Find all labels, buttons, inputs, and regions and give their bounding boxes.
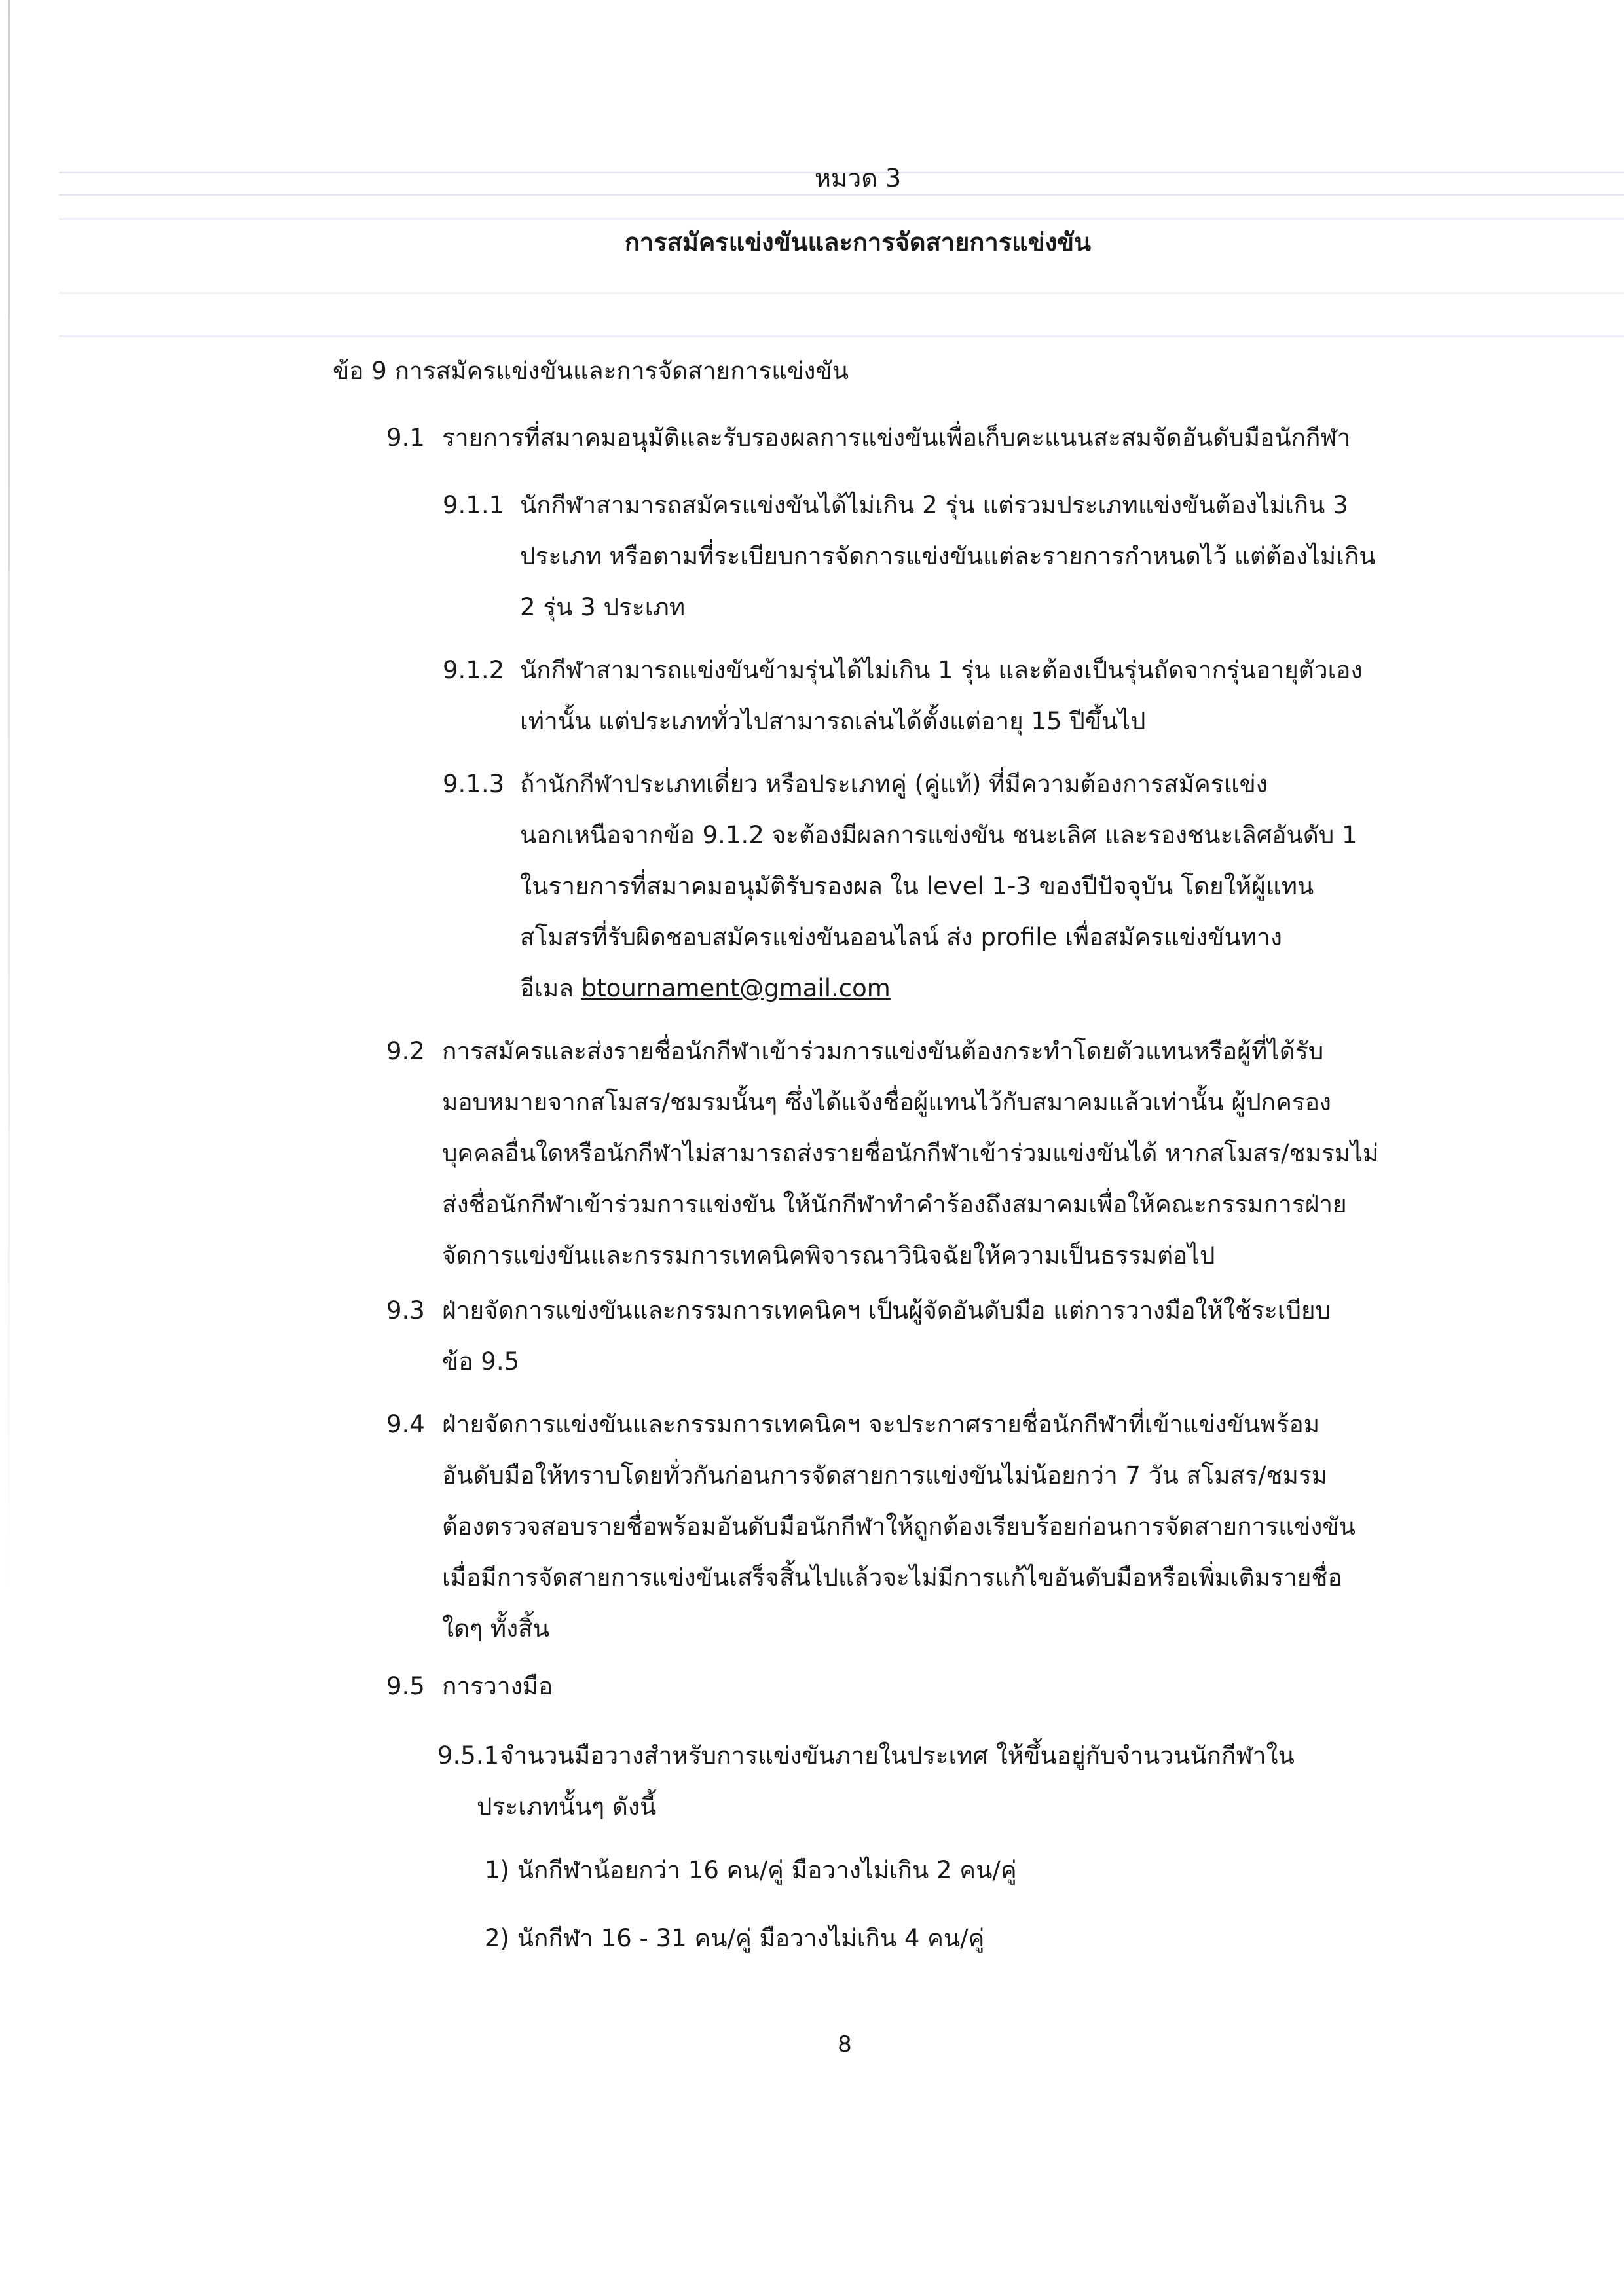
section-line: นอกเหนือจากข้อ 9.1.2 จะต้องมีผลการแข่งขัน ชนะเลิศ และรองชนะเลิศอันดับ 1	[520, 821, 1357, 849]
email-line	[520, 963, 1357, 1014]
section-line: 2 รุ่น 3 ประเภท	[520, 593, 686, 621]
page-number: 8	[838, 2032, 852, 2058]
section-9-5-1	[437, 1730, 1480, 1834]
chapter-heading: หมวด 3	[814, 164, 902, 192]
article-heading: ข้อ 9 การสมัครแข่งขันและการจัดสายการแข่งขัน	[333, 357, 849, 385]
section-line: ต้องตรวจสอบรายชื่อพร้อมอันดับมือนักกีฬาให้ถูกต้องเรียบร้อยก่อนการจัดสายการแข่งขัน	[442, 1512, 1356, 1540]
section-line: จำนวนมือวางสำหรับการแข่งขันภายในประเทศ ให้ขึ้นอยู่กับจำนวนนักกีฬาใน	[500, 1741, 1295, 1770]
section-number: 9.5	[386, 1672, 425, 1700]
section-number: 9.2	[386, 1037, 425, 1065]
section-line: ฝ่ายจัดการแข่งขันและกรรมการเทคนิคฯ จะประกาศรายชื่อนักกีฬาที่เข้าแข่งขันพร้อม	[442, 1410, 1320, 1438]
scan-artifact-line	[59, 292, 1624, 294]
section-line: ประเภท หรือตามที่ระเบียบการจัดการแข่งขันแต่ละรายการกำหนดไว้ แต่ต้องไม่เกิน	[520, 542, 1376, 570]
section-line: มอบหมายจากสโมสร/ชมรมนั้นๆ ซึ่งได้แจ้งชื่อผู้แทนไว้กับสมาคมแล้วเท่านั้น ผู้ปกครอง	[442, 1088, 1331, 1116]
section-line: ถ้านักกีฬาประเภทเดี่ยว หรือประเภทคู่ (คู่แท้) ที่มีความต้องการสมัครแข่ง	[520, 770, 1268, 798]
section-number: 9.1	[386, 424, 425, 452]
section-9-3	[386, 1285, 1480, 1389]
scan-artifact-line	[59, 218, 1624, 220]
section-line: เมื่อมีการจัดสายการแข่งขันเสร็จสิ้นไปแล้วจะไม่มีการแก้ไขอันดับมือหรือเพิ่มเติมรายชื่อ	[442, 1563, 1342, 1592]
scan-artifact-line	[59, 335, 1624, 337]
section-line: ข้อ 9.5	[442, 1347, 520, 1376]
section-9-2	[386, 1026, 1480, 1283]
email-prefix: อีเมล	[520, 974, 581, 1002]
section-line: จัดการแข่งขันและกรรมการเทคนิคพิจารณาวินิจฉัยให้ความเป็นธรรมต่อไป	[442, 1241, 1215, 1269]
section-line: เท่านั้น แต่ประเภททั่วไปสามารถเล่นได้ตั้งแต่อายุ 15 ปีขึ้นไป	[520, 707, 1146, 735]
section-number: 9.4	[386, 1410, 425, 1438]
section-line: ใดๆ ทั้งสิ้น	[442, 1614, 550, 1643]
email-link[interactable]: btournament@gmail.com	[581, 974, 891, 1002]
seed-list-item: 2) นักกีฬา 16 - 31 คน/คู่ มือวางไม่เกิน 4 คน/คู่	[485, 1924, 985, 1952]
section-number: 9.5.1	[437, 1741, 500, 1770]
section-9-1-1	[443, 480, 1480, 634]
section-line: การสมัครและส่งรายชื่อนักกีฬาเข้าร่วมการแข่งขันต้องกระทำโดยตัวแทนหรือผู้ที่ได้รับ	[442, 1037, 1324, 1065]
section-line: ส่งชื่อนักกีฬาเข้าร่วมการแข่งขัน ให้นักกีฬาทำคำร้องถึงสมาคมเพื่อให้คณะกรรมการฝ่าย	[442, 1190, 1347, 1218]
section-line: ฝ่ายจัดการแข่งขันและกรรมการเทคนิคฯ เป็นผู้จัดอันดับมือ แต่การวางมือให้ใช้ระเบียบ	[442, 1296, 1331, 1324]
section-number: 9.1.3	[443, 770, 505, 798]
section-line: ประเภทนั้นๆ ดังนี้	[477, 1793, 657, 1821]
seed-list-item: 1) นักกีฬาน้อยกว่า 16 คน/คู่ มือวางไม่เกิน 2 คน/คู่	[485, 1856, 1017, 1884]
section-line: นักกีฬาสามารถสมัครแข่งขันได้ไม่เกิน 2 รุ่น แต่รวมประเภทแข่งขันต้องไม่เกิน 3	[520, 491, 1348, 519]
section-line: บุคคลอื่นใดหรือนักกีฬาไม่สามารถส่งรายชื่อนักกีฬาเข้าร่วมแข่งขันได้ หากสโมสร/ชมรมไม่	[442, 1139, 1379, 1167]
section-number: 9.1.1	[443, 491, 505, 519]
section-9-4	[386, 1399, 1480, 1656]
section-9-1-2	[443, 645, 1480, 748]
section-line: นักกีฬาสามารถแข่งขันข้ามรุ่นได้ไม่เกิน 1 รุ่น และต้องเป็นรุ่นถัดจากรุ่นอายุตัวเอง	[520, 656, 1363, 684]
chapter-title: การสมัครแข่งขันและการจัดสายการแข่งขัน	[624, 228, 1092, 257]
section-text: รายการที่สมาคมอนุมัติและรับรองผลการแข่งขันเพื่อเก็บคะแนนสะสมจัดอันดับมือนักกีฬา	[442, 424, 1351, 452]
section-number: 9.3	[386, 1296, 425, 1324]
section-9-1-3	[443, 759, 1480, 1015]
section-line: ในรายการที่สมาคมอนุมัติรับรองผล ใน level 1-3 ของปีปัจจุบัน โดยให้ผู้แทน	[520, 872, 1314, 900]
section-line: สโมสรที่รับผิดชอบสมัครแข่งขันออนไลน์ ส่ง profile เพื่อสมัครแข่งขันทาง	[520, 923, 1282, 951]
section-text: การวางมือ	[442, 1672, 553, 1700]
section-line: อันดับมือให้ทราบโดยทั่วกันก่อนการจัดสายการแข่งขันไม่น้อยกว่า 7 วัน สโมสร/ชมรม	[442, 1461, 1328, 1489]
section-number: 9.1.2	[443, 656, 505, 684]
